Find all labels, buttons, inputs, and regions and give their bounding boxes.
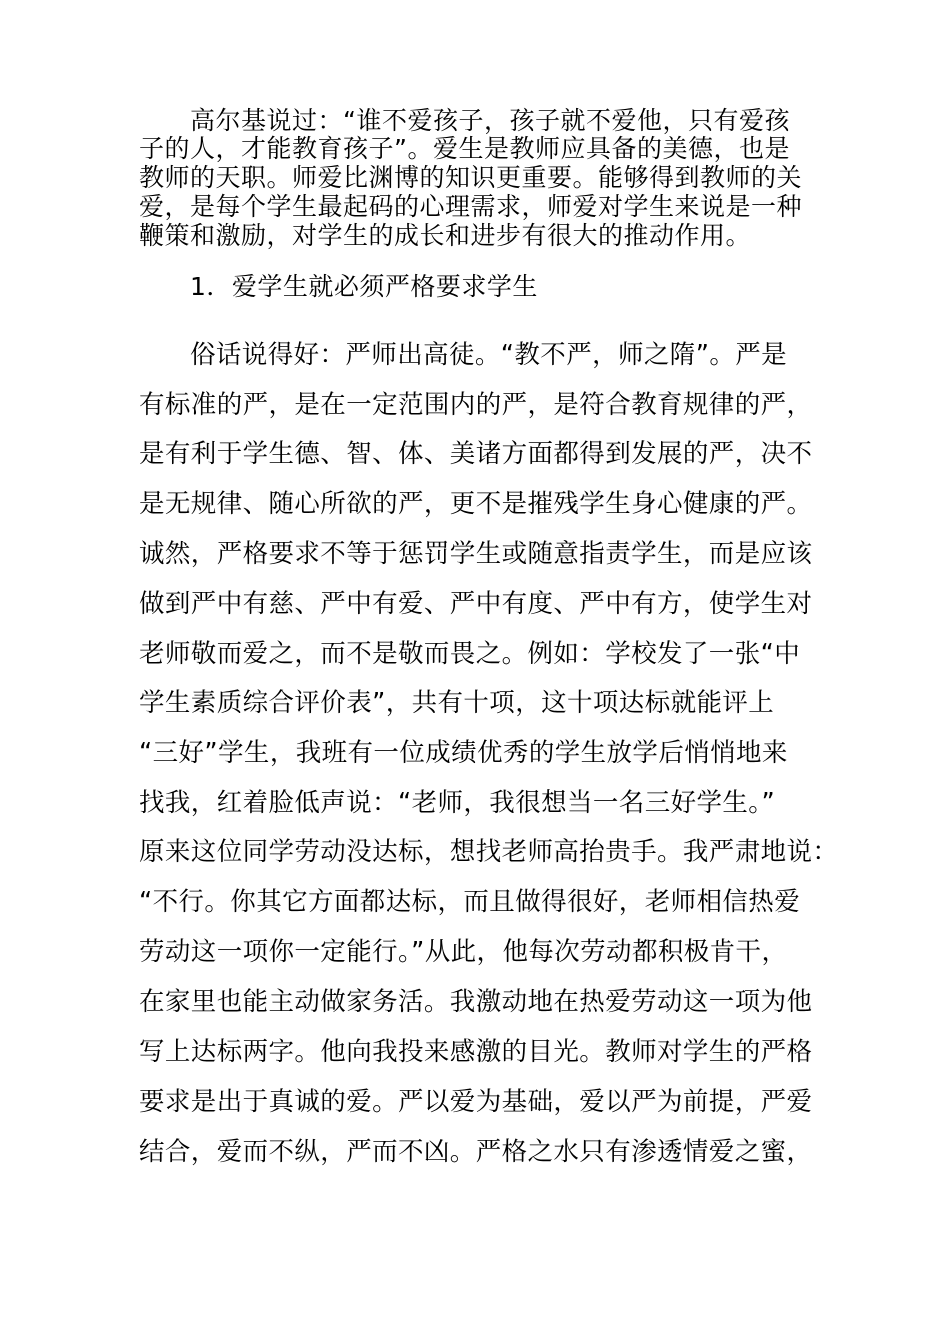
paragraph-1-line-2: 子的人，才能教育孩子”。爱生是教师应具备的美德，也是 (139, 134, 790, 163)
paragraph-2-line-16: 要求是出于真诚的爱。严以爱为基础，爱以严为前提，严爱 (139, 1087, 813, 1117)
paragraph-2-line-12: “不行。你其它方面都达标，而且做得很好，老师相信热爱 (139, 887, 801, 917)
paragraph-1-line-5: 鞭策和激励，对学生的成长和进步有很大的推动作用。 (139, 221, 752, 250)
paragraph-2-line-13: 劳动这一项你一定能行。”从此，他每次劳动都积极肯干， (139, 937, 788, 967)
paragraph-2-line-4: 是无规律、随心所欲的严，更不是摧残学生身心健康的严。 (139, 489, 813, 519)
paragraph-2-line-14: 在家里也能主动做家务活。我激动地在热爱劳动这一项为他 (139, 987, 813, 1017)
paragraph-2-line-5: 诚然，严格要求不等于惩罚学生或随意指责学生，而是应该 (139, 539, 813, 569)
section-heading: 1．爱学生就必须严格要求学生 (190, 272, 538, 301)
paragraph-2-line-17: 结合，爱而不纵，严而不凶。严格之水只有渗透情爱之蜜， (139, 1137, 813, 1167)
paragraph-2-line-10: 找我，红着脸低声说：“老师，我很想当一名三好学生。” (139, 788, 776, 818)
paragraph-2-line-11: 原来这位同学劳动没达标，想找老师高抬贵手。我严肃地说： (139, 837, 839, 867)
paragraph-2-line-2: 有标准的严，是在一定范围内的严，是符合教育规律的严， (139, 390, 813, 420)
paragraph-1-line-3: 教师的天职。师爱比渊博的知识更重要。能够得到教师的关 (139, 163, 803, 192)
paragraph-2-line-9: “三好”学生，我班有一位成绩优秀的学生放学后悄悄地来 (139, 738, 788, 768)
paragraph-1-line-1: 高尔基说过：“谁不爱孩子，孩子就不爱他，只有爱孩 (190, 106, 790, 135)
paragraph-2-line-1: 俗话说得好：严师出高徒。“教不严，师之隋”。严是 (190, 340, 788, 370)
paragraph-2-line-15: 写上达标两字。他向我投来感激的目光。教师对学生的严格 (139, 1037, 813, 1067)
paragraph-2-line-8: 学生素质综合评价表”，共有十项，这十项达标就能评上 (139, 688, 775, 718)
paragraph-2-line-3: 是有利于学生德、智、体、美诸方面都得到发展的严，决不 (139, 439, 813, 469)
paragraph-1-line-4: 爱，是每个学生最起码的心理需求，师爱对学生来说是一种 (139, 192, 803, 221)
paragraph-2-line-6: 做到严中有慈、严中有爱、严中有度、严中有方，使学生对 (139, 589, 813, 619)
paragraph-2-line-7: 老师敬而爱之，而不是敬而畏之。例如：学校发了一张“中 (139, 639, 801, 669)
